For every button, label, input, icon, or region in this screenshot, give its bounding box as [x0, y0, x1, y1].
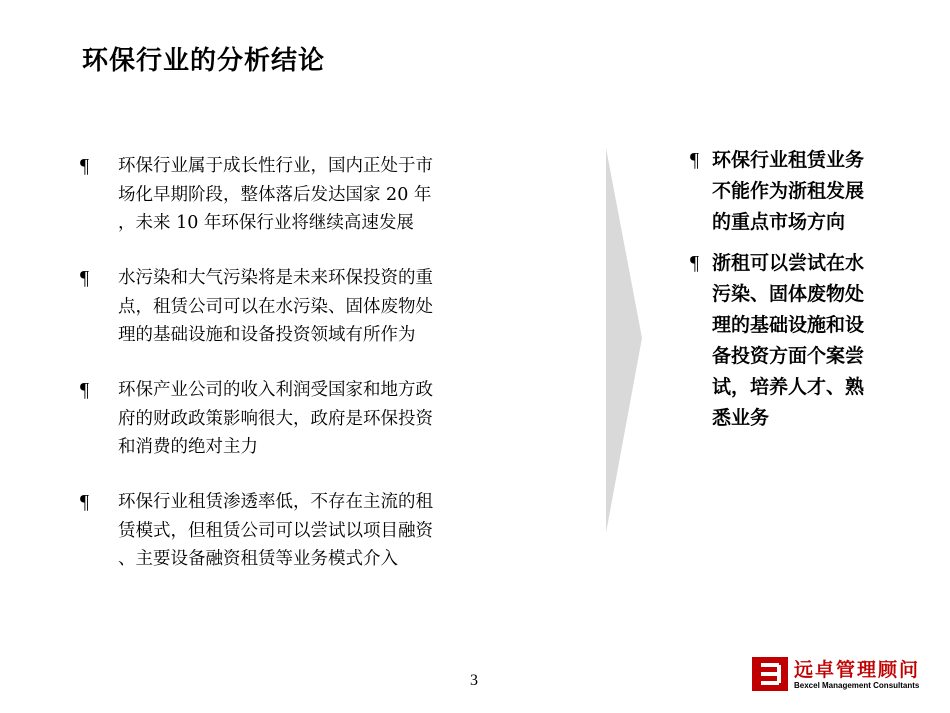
conclusion-bullet — [690, 145, 905, 238]
logo-english-name: Bexcel Management Consultants — [794, 681, 920, 690]
pilcrow-bullet-icon: ¶ — [690, 149, 700, 171]
bullet-text — [118, 488, 550, 574]
bullet-line: ，未来 10 年环保行业将继续高速发展 — [118, 213, 414, 233]
bullet-line: 环保行业租赁渗透率低，不存在主流的租 — [118, 492, 433, 512]
conclusion-line: 不能作为浙租发展 — [712, 180, 865, 202]
pilcrow-bullet-icon: ¶ — [80, 267, 90, 289]
bullet-text — [118, 264, 550, 350]
bullet-text — [118, 376, 550, 462]
bullet-text — [118, 152, 550, 238]
conclusion-line: 污染、固体废物处 — [712, 283, 865, 305]
conclusion-line: 悉业务 — [712, 407, 770, 429]
conclusion-line: 理的基础设施和设 — [712, 314, 865, 336]
bullet-line: 赁模式，但租赁公司可以尝试以项目融资 — [118, 520, 433, 541]
page-number: 3 — [470, 672, 478, 689]
conclusion-line: 环保行业租赁业务 — [712, 149, 865, 171]
pilcrow-bullet-icon: ¶ — [80, 379, 90, 401]
logo-mark-icon — [752, 657, 788, 691]
logo-chinese-name: 远卓管理顾问 — [794, 659, 921, 681]
bullet-line: 和消费的绝对主力 — [118, 437, 258, 457]
analysis-bullet-list — [80, 152, 550, 600]
conclusion-text — [690, 248, 905, 434]
conclusion-bullet — [690, 248, 905, 434]
analysis-bullet — [80, 376, 550, 488]
analysis-bullet — [80, 264, 550, 376]
bullet-line: 场化早期阶段，整体落后发达国家 20 年 — [118, 184, 432, 205]
conclusion-text — [690, 145, 905, 238]
pilcrow-bullet-icon: ¶ — [690, 252, 700, 274]
page-title: 环保行业的分析结论 — [82, 46, 326, 76]
conclusion-line: 备投资方面个案尝 — [712, 345, 865, 367]
bullet-line: 环保产业公司的收入利润受国家和地方政 — [118, 380, 433, 400]
analysis-bullet — [80, 152, 550, 264]
pilcrow-bullet-icon: ¶ — [80, 491, 90, 513]
conclusion-line: 试，培养人才、熟 — [712, 376, 865, 398]
bullet-line: 点，租赁公司可以在水污染、固体废物处 — [118, 296, 433, 317]
bullet-line: 、主要设备融资租赁等业务模式介入 — [118, 549, 398, 569]
conclusion-line: 的重点市场方向 — [712, 211, 846, 233]
bullet-line: 环保行业属于成长性行业，国内正处于市 — [118, 156, 433, 176]
bullet-line: 府的财政政策影响很大，政府是环保投资 — [118, 408, 433, 429]
pilcrow-bullet-icon: ¶ — [80, 155, 90, 177]
chevron-arrow-icon — [606, 148, 646, 533]
bullet-line: 水污染和大气污染将是未来环保投资的重 — [118, 268, 433, 288]
analysis-bullet — [80, 488, 550, 600]
company-logo — [752, 655, 932, 695]
conclusion-line: 浙租可以尝试在水 — [712, 252, 865, 274]
conclusion-list — [690, 145, 905, 444]
bullet-line: 理的基础设施和设备投资领域有所作为 — [118, 325, 416, 345]
